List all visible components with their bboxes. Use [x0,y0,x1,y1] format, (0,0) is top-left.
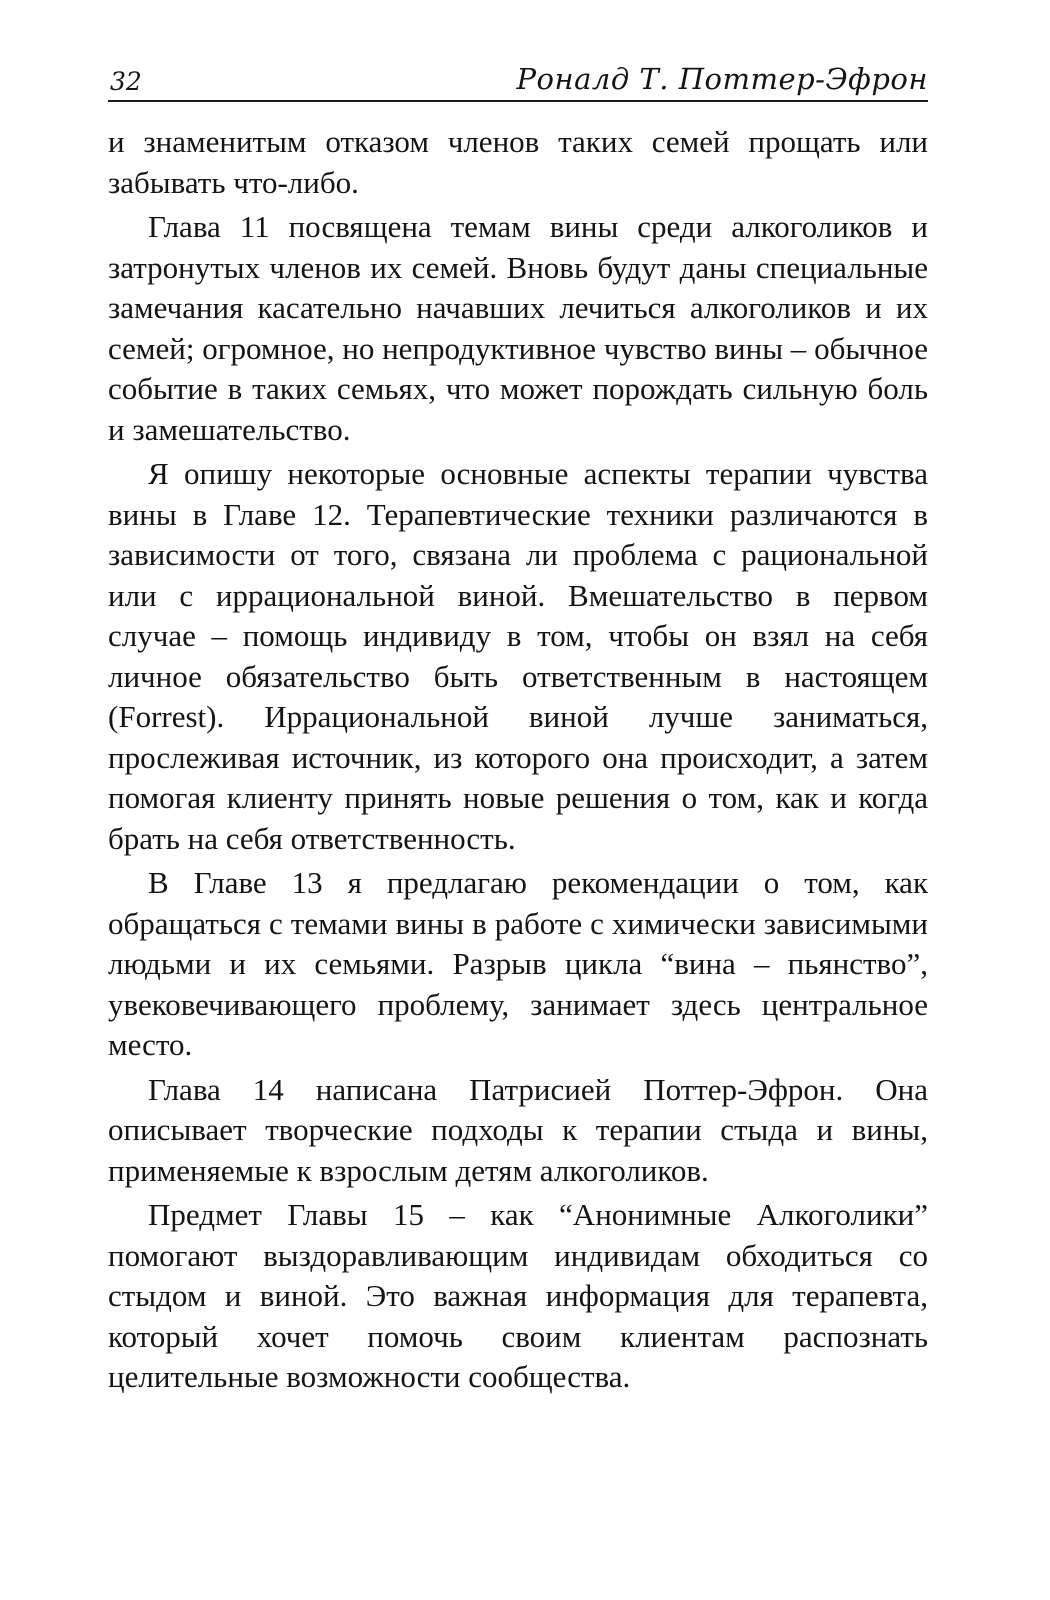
paragraph-chapter-14: Глава 14 написана Патрисией Поттер-Эфрон. Она описывает творческие подходы к терапии стыда и вины, применяемые к взрослым детям алкоголиков. [108,1071,928,1188]
paragraph-chapter-11: Глава 11 посвящена темам вины среди алкоголиков и затронутых членов их семей. Вновь будут даны специальные замечания касательно начавших лечиться алкоголиков и их семей; огромное, но непродуктивное чувство вины – обычное событие в таких семьях, что может порождать сильную боль и замешательство. [108,209,928,447]
paragraph-continued: и знаменитым отказом членов таких семей прощать или забывать что-либо. [108,124,928,200]
page-number: 32 [110,67,142,96]
paragraph-chapter-13: В Главе 13 я предлагаю рекомендации о том, как обращаться с темами вины в работе с химически зависимыми людьми и их семьями. Разрыв цикла “вина – пьянство”, увековечивающего проблему, занимает здесь центральное место. [108,865,928,1062]
body-text [108,122,928,1398]
book-page [108,60,928,1398]
running-title: Роналд Т. Поттер-Эфрон [516,62,928,96]
paragraph-chapter-15: Предмет Главы 15 – как “Анонимные Алкоголики” помогают выздоравливающим индивидам обходиться со стыдом и виной. Это важная информация для терапевта, который хочет помочь своим клиентам распознать целительные возможности сообщества. [108,1197,928,1394]
paragraph-chapter-12: Я опишу некоторые основные аспекты терапии чувства вины в Главе 12. Терапевтические техники различаются в зависимости от того, связана ли проблема с рациональной или с иррациональной виной. Вмешательство в первом случае – помощь индивиду в том, чтобы он взял на себя личное обязательство быть ответственным в настоящем (Forrest). Иррациональной виной лучше заниматься, прослеживая источник, из которого она происходит, а затем помогая клиенту принять новые решения о том, как и когда брать на себя ответственность. [108,456,928,856]
running-head [108,60,928,102]
